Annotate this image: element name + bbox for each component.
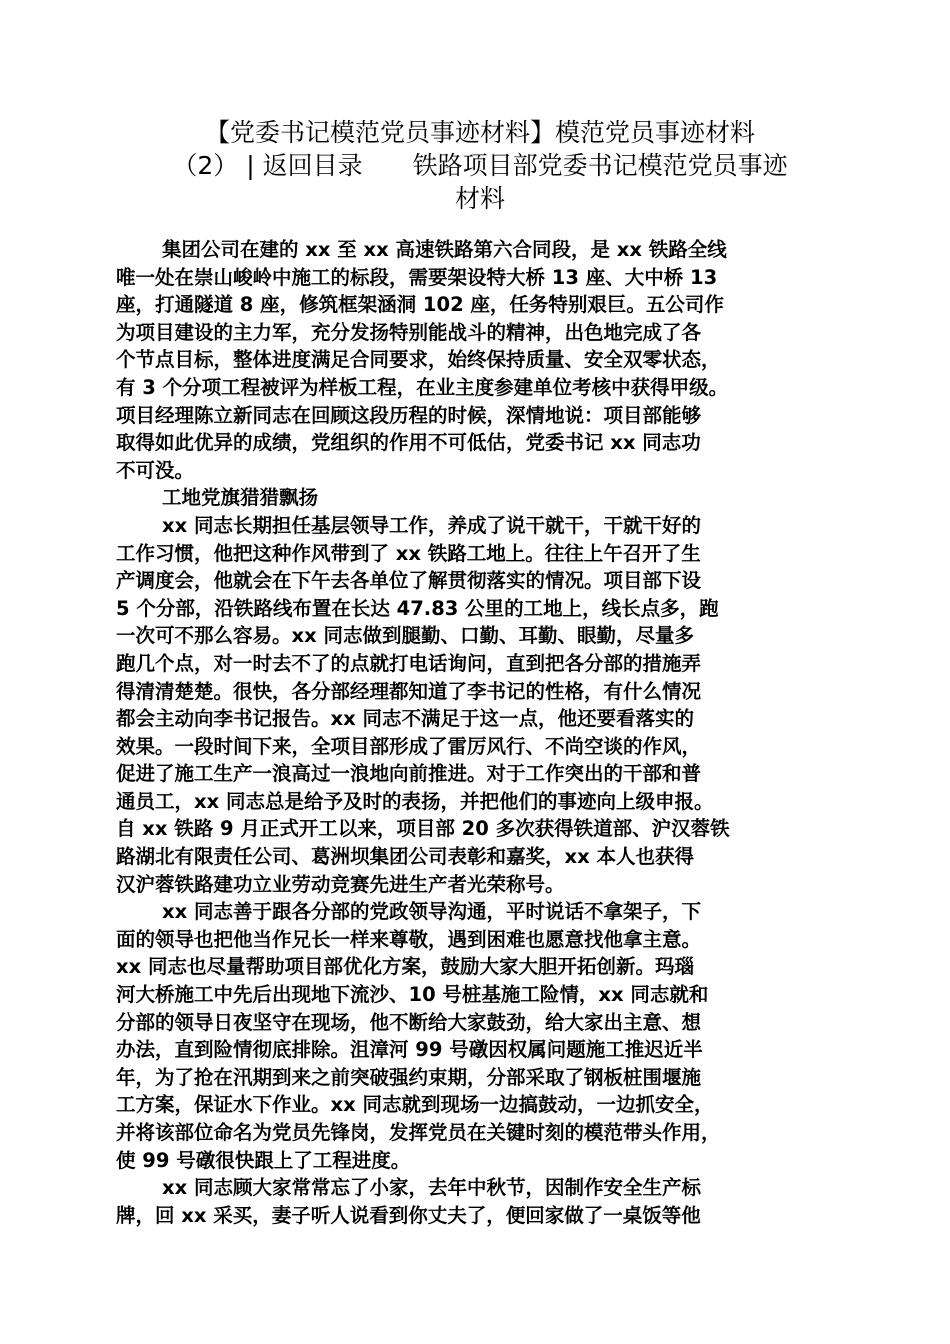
paragraph-line: 跑几个点，对一时去不了的点就打电话询问，直到把各分部的措施弄 — [116, 651, 702, 675]
paragraph-line: 汉沪蓉铁路建功立业劳动竞赛先进生产者光荣称号。 — [116, 872, 565, 896]
paragraph-line: 不可没。 — [116, 458, 195, 482]
paragraph-line: 面的领导也把他当作兄长一样来尊敬，遇到困难也愿意找他拿主意。 — [116, 927, 702, 951]
paragraph-line: 有 3 个分项工程被评为样板工程，在业主度参建单位考核中获得甲级。 — [116, 375, 729, 399]
paragraph-line: 项目经理陈立新同志在回顾这段历程的时候，深情地说：项目部能够 — [116, 403, 702, 427]
section-heading: 工地党旗猎猎飘扬 — [162, 486, 319, 510]
paragraph-line: 自 xx 铁路 9 月正式开工以来，项目部 20 多次获得铁道部、沪汉蓉铁 — [116, 817, 730, 841]
paragraph-line: 牌，回 xx 采买，妻子听人说看到你丈夫了，便回家做了一桌饭等他 — [116, 1203, 701, 1227]
paragraph-line: 唯一处在崇山峻岭中施工的标段，需要架设特大桥 13 座、大中桥 13 — [116, 265, 718, 289]
paragraph-line: 产调度会，他就会在下午去各单位了解贯彻落实的情况。项目部下设 — [116, 569, 702, 593]
title-line: 材料 — [454, 184, 505, 213]
paragraph-line: 得清清楚楚。很快，各分部经理都知道了李书记的性格，有什么情况 — [116, 679, 702, 703]
paragraph-line: 一次可不那么容易。xx 同志做到腿勤、口勤、耳勤、眼勤，尽量多 — [116, 624, 694, 648]
title-line: （2） | 返回目录 铁路项目部党委书记模范党员事迹 — [172, 151, 788, 180]
paragraph-line: 效果。一段时间下来，全项目部形成了雷厉风行、不尚空谈的作风， — [116, 734, 702, 758]
paragraph-line: 通员工，xx 同志总是给予及时的表扬，并把他们的事迹向上级申报。 — [116, 789, 714, 813]
paragraph-line: xx 同志顾大家常常忘了小家，去年中秋节，因制作安全生产标 — [162, 1176, 701, 1200]
document-body — [116, 236, 844, 1229]
paragraph-line: 集团公司在建的 xx 至 xx 高速铁路第六合同段，是 xx 铁路全线 — [162, 238, 727, 261]
paragraph-line: xx 同志长期担任基层领导工作，养成了说干就干，干就干好的 — [162, 513, 701, 537]
paragraph-line: 使 99 号礅很快跟上了工程进度。 — [116, 1148, 411, 1172]
document-title — [110, 116, 850, 215]
paragraph-line: xx 同志善于跟各分部的党政领导沟通，平时说话不拿架子，下 — [162, 900, 701, 924]
paragraph-line: 为项目建设的主力军，充分发扬特别能战斗的精神，出色地完成了各 — [116, 320, 702, 344]
paragraph-line: xx 同志也尽量帮助项目部优化方案，鼓励大家大胆开拓创新。玛瑙 — [116, 955, 694, 979]
paragraph-line: 路湖北有限责任公司、葛洲坝集团公司表彰和嘉奖，xx 本人也获得 — [116, 845, 694, 869]
paragraph-line: 都会主动向李书记报告。xx 同志不满足于这一点，他还要看落实的 — [116, 707, 694, 731]
title-line: 【党委书记模范党员事迹材料】模范党员事迹材料 — [204, 118, 755, 147]
paragraph-line: 办法，直到险情彻底排除。沮漳河 99 号礅因权属问题施工推迟近半 — [116, 1038, 703, 1062]
paragraph-line: 工作习惯，他把这种作风带到了 xx 铁路工地上。往往上午召开了生 — [116, 541, 701, 565]
paragraph-line: 工方案，保证水下作业。xx 同志就到现场一边搞鼓动，一边抓安全， — [116, 1093, 714, 1117]
paragraph-line: 座，打通隧道 8 座，修筑框架涵洞 102 座，任务特别艰巨。五公司作 — [116, 293, 724, 317]
paragraph-line: 年，为了抢在汛期到来之前突破强约束期，分部采取了钢板桩围堰施 — [116, 1065, 702, 1089]
paragraph-line: 河大桥施工中先后出现地下流沙、10 号桩基施工险情，xx 同志就和 — [116, 983, 709, 1007]
paragraph-line: 并将该部位命名为党员先锋岗，发挥党员在关键时刻的模范带头作用， — [116, 1121, 721, 1144]
paragraph-line: 促进了施工生产一浪高过一浪地向前推进。对于工作突出的干部和普 — [116, 762, 702, 786]
paragraph-line: 5 个分部，沿铁路线布置在长达 47.83 公里的工地上，线长点多，跑 — [116, 596, 719, 620]
paragraph-line: 分部的领导日夜坚守在现场，他不断给大家鼓劲，给大家出主意、想 — [116, 1010, 702, 1034]
paragraph-line: 取得如此优异的成绩，党组织的作用不可低估，党委书记 xx 同志功 — [116, 431, 701, 455]
paragraph-line: 个节点目标，整体进度满足合同要求，始终保持质量、安全双零状态， — [116, 348, 721, 372]
